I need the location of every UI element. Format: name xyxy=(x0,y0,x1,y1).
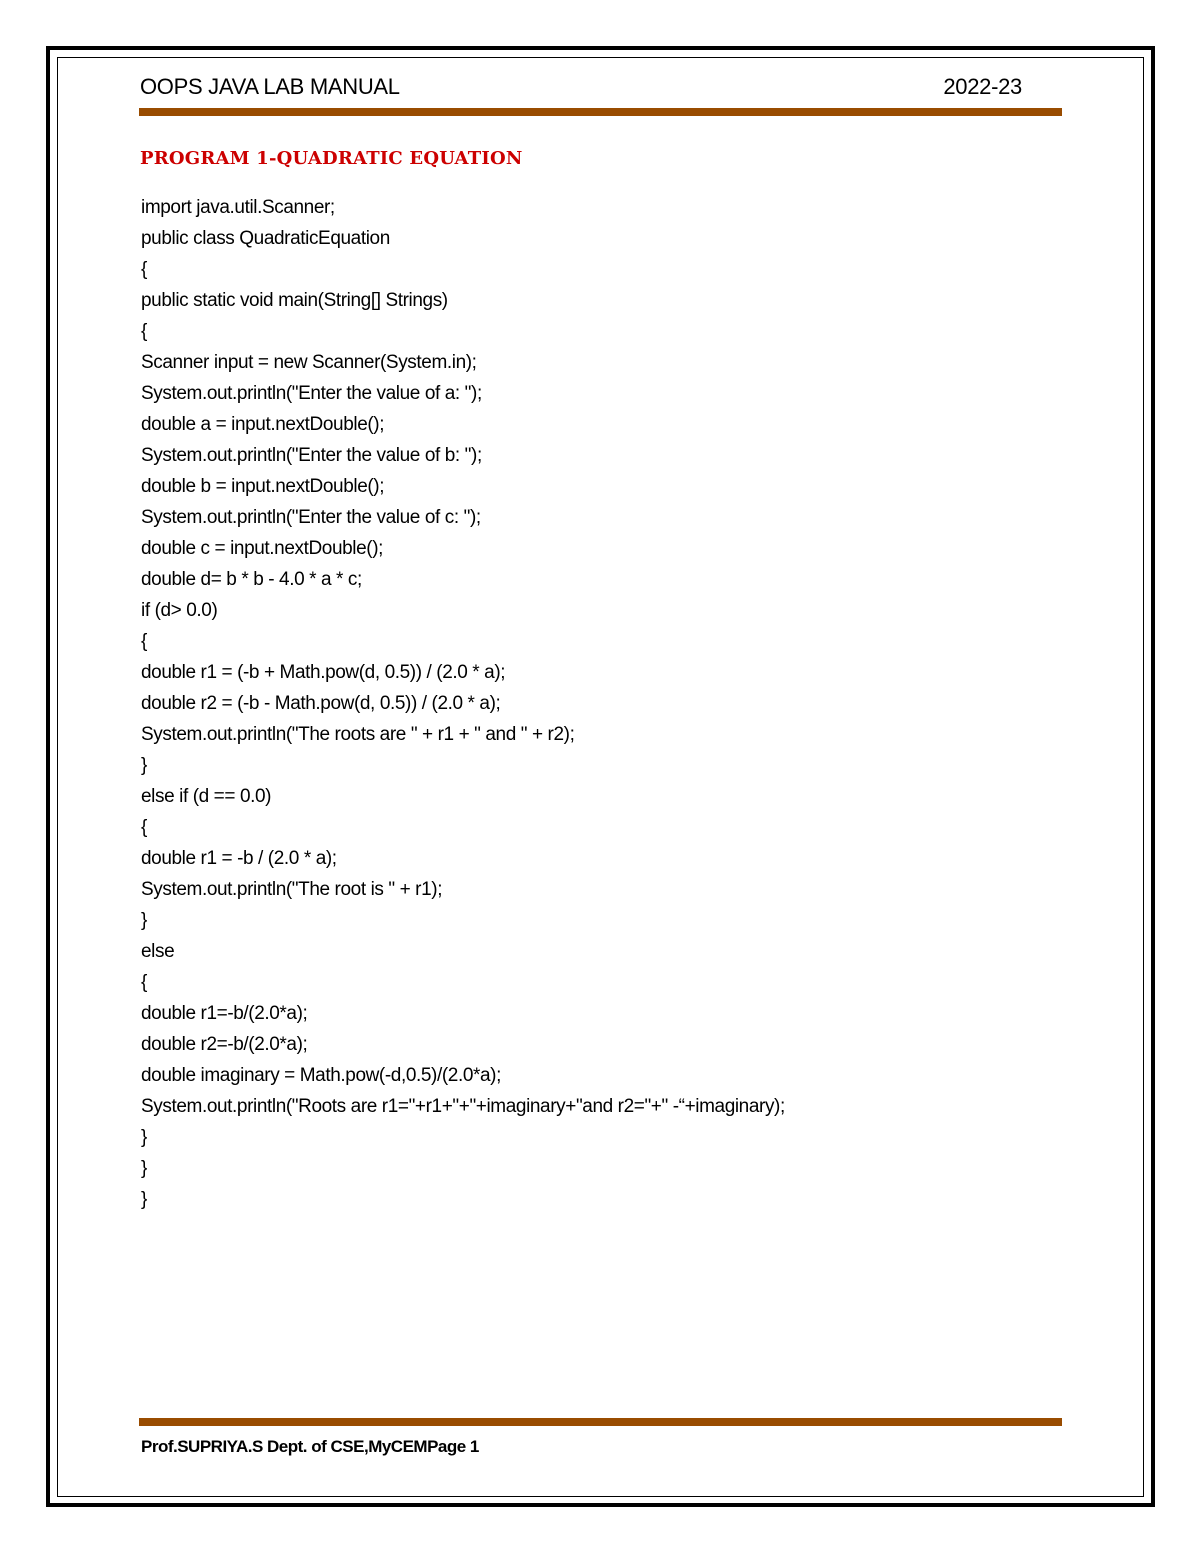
code-line: System.out.println("The roots are " + r1 + " and " + r2); xyxy=(141,724,575,745)
code-line: System.out.println("The root is " + r1); xyxy=(141,879,443,900)
code-line: } xyxy=(141,1158,147,1179)
code-line: System.out.println("Enter the value of c: "); xyxy=(141,507,481,528)
header-title: OOPS JAVA LAB MANUAL xyxy=(140,74,400,99)
code-line: double r2 = (-b - Math.pow(d, 0.5)) / (2.0 * a); xyxy=(141,693,501,714)
code-line: double c = input.nextDouble(); xyxy=(141,538,384,559)
code-line: Scanner input = new Scanner(System.in); xyxy=(141,352,477,373)
code-line: double r1 = (-b + Math.pow(d, 0.5)) / (2.0 * a); xyxy=(141,662,506,683)
code-line: else xyxy=(141,941,175,962)
code-line: double a = input.nextDouble(); xyxy=(141,414,385,435)
code-line: System.out.println("Roots are r1="+r1+"+"+imaginary+"and r2="+" -“+imaginary); xyxy=(141,1096,785,1117)
code-line: { xyxy=(141,259,147,280)
code-line: { xyxy=(141,631,147,652)
code-line: else if (d == 0.0) xyxy=(141,786,272,807)
code-line: double r1=-b/(2.0*a); xyxy=(141,1003,308,1024)
header-year: 2022-23 xyxy=(943,74,1022,99)
code-line: if (d> 0.0) xyxy=(141,600,218,621)
code-line: public static void main(String[] Strings) xyxy=(141,290,448,311)
code-line: public class QuadraticEquation xyxy=(141,228,390,249)
code-line: System.out.println("Enter the value of a: "); xyxy=(141,383,482,404)
code-line: } xyxy=(141,1189,147,1210)
code-line: { xyxy=(141,972,147,993)
code-line: System.out.println("Enter the value of b: "); xyxy=(141,445,482,466)
code-line: { xyxy=(141,817,147,838)
code-line: import java.util.Scanner; xyxy=(141,197,335,218)
code-line: double r2=-b/(2.0*a); xyxy=(141,1034,308,1055)
code-line: double r1 = -b / (2.0 * a); xyxy=(141,848,337,869)
header-rule xyxy=(139,108,1062,116)
code-block xyxy=(141,192,785,1215)
code-line: } xyxy=(141,910,147,931)
code-line: double b = input.nextDouble(); xyxy=(141,476,385,497)
program-heading-text: PROGRAM 1-QUADRATIC EQUATION xyxy=(140,148,523,169)
code-line: double d= b * b - 4.0 * a * c; xyxy=(141,569,362,590)
code-line: double imaginary = Math.pow(-d,0.5)/(2.0*a); xyxy=(141,1065,501,1086)
code-line: } xyxy=(141,1127,147,1148)
footer-rule xyxy=(139,1418,1062,1426)
program-heading xyxy=(140,148,522,169)
footer-text: Prof.SUPRIYA.S Dept. of CSE,MyCEMPage 1 xyxy=(141,1437,479,1456)
code-line: { xyxy=(141,321,147,342)
code-line: } xyxy=(141,755,147,776)
